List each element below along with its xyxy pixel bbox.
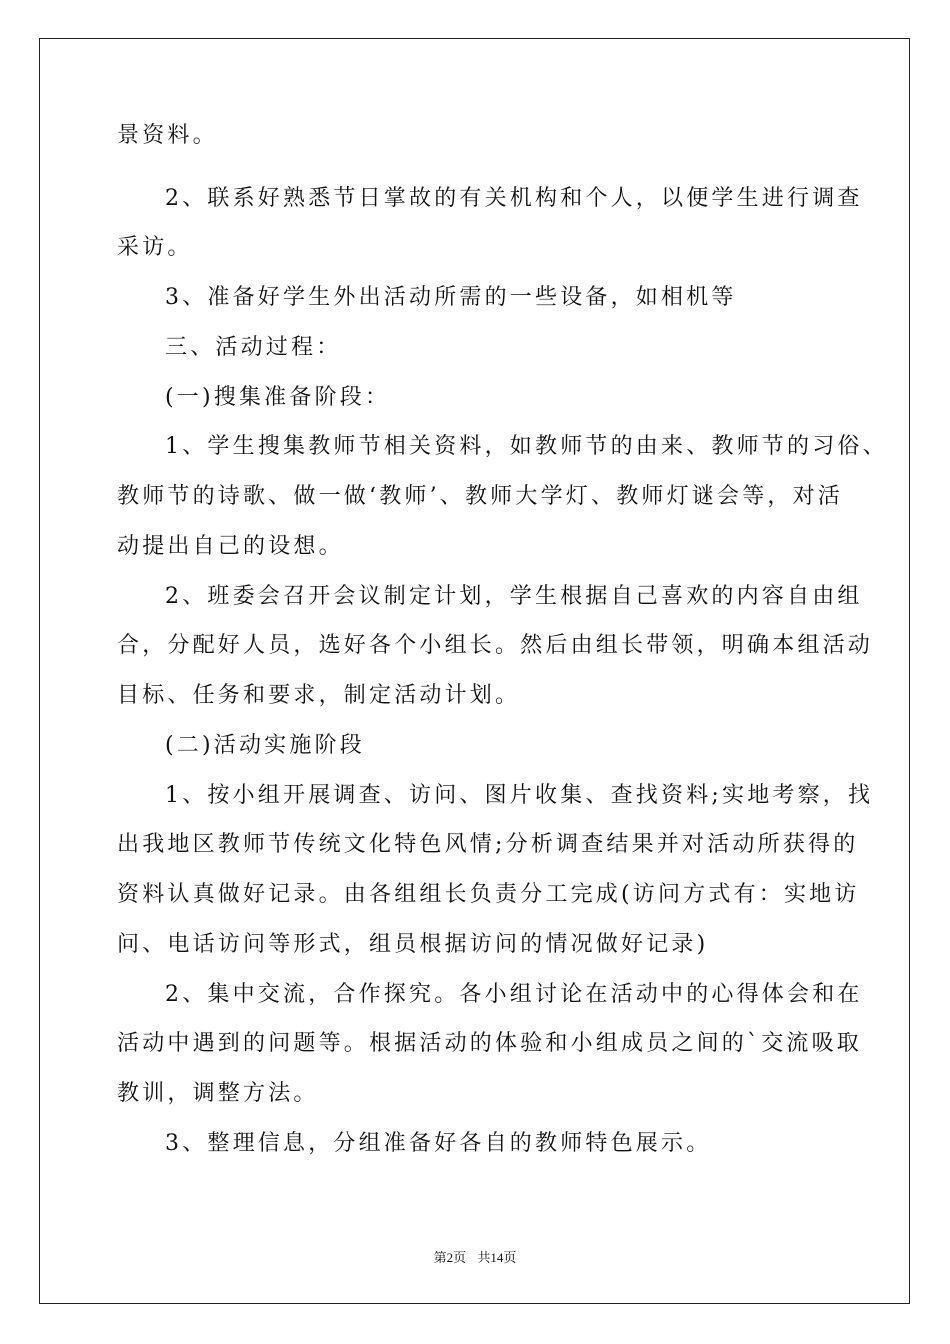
text-line: 2、班委会召开会议制定计划，学生根据自己喜欢的内容自由组	[165, 584, 863, 609]
page-total: 共14页	[477, 1250, 517, 1265]
text-line: 动提出自己的设想。	[117, 534, 344, 559]
text-line: 3、整理信息，分组准备好各自的教师特色展示。	[165, 1131, 712, 1156]
text-line: 目标、任务和要求，制定活动计划。	[117, 683, 521, 708]
subsection-heading: (二)活动实施阶段	[165, 733, 365, 758]
text-line: 2、联系好熟悉节日掌故的有关机构和个人，以便学生进行调查	[165, 186, 863, 211]
text-line: 教训，调整方法。	[117, 1081, 319, 1106]
page-number: 第2页	[433, 1250, 467, 1265]
text-line: 采访。	[117, 235, 193, 260]
page-border	[39, 38, 910, 1304]
section-heading: 三、活动过程：	[165, 335, 342, 360]
text-line: 2、集中交流，合作探究。各小组讨论在活动中的心得体会和在	[165, 982, 863, 1007]
subsection-heading: (一)搜集准备阶段：	[165, 385, 391, 410]
text-line: 1、按小组开展调查、访问、图片收集、查找资料;实地考察，找	[165, 783, 874, 808]
text-line: 问、电话访问等形式，组员根据访问的情况做好记录)	[117, 932, 709, 957]
page-footer	[0, 1247, 950, 1266]
text-line: 3、准备好学生外出活动所需的一些设备，如相机等	[165, 285, 737, 310]
text-line: 资料认真做好记录。由各组组长负责分工完成(访问方式有：实地访	[117, 882, 860, 907]
text-line: 教师节的诗歌、做一做‘教师’、教师大学灯、教师灯谜会等，对活	[117, 484, 843, 509]
text-line: 1、学生搜集教师节相关资料，如教师节的由来、教师节的习俗、	[165, 434, 888, 459]
text-line: 活动中遇到的问题等。根据活动的体验和小组成员之间的`交流吸取	[117, 1031, 863, 1056]
text-line: 出我地区教师节传统文化特色风情;分析调查结果并对活动所获得的	[117, 832, 859, 857]
text-line: 合，分配好人员，选好各个小组长。然后由组长带领，明确本组活动	[117, 633, 874, 658]
text-line: 景资料。	[117, 123, 218, 148]
